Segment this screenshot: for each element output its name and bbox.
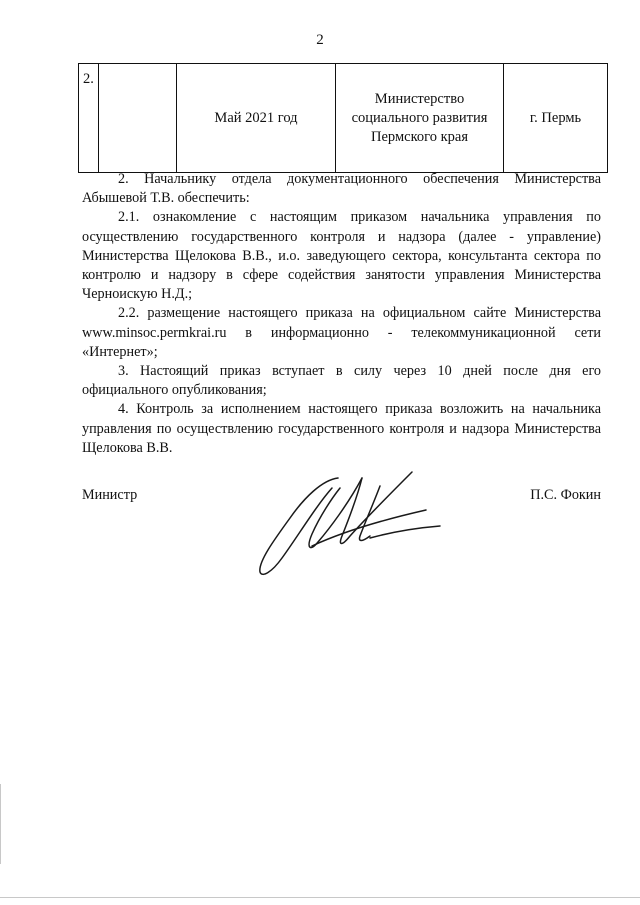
empty-cell <box>99 64 177 173</box>
paragraph-2-2: 2.2. размещение настоящего приказа на официальном сайте Министерства www.minsoc.permkrai.ru в информационно - телекоммуникационной сети «Интернет»; <box>82 305 601 360</box>
paragraph-3: 3. Настоящий приказ вступает в силу через 10 дней после дня его официального опубликования; <box>82 363 601 399</box>
page-number: 2 <box>316 32 324 48</box>
paragraph-2: 2. Начальнику отдела документационного обеспечения Министерства Абышевой Т.В. обеспечить: <box>82 171 601 207</box>
signatory-name: П.С. Фокин <box>530 487 601 503</box>
margin-mark <box>0 784 1 864</box>
handwritten-signature <box>250 458 450 583</box>
order-body <box>82 170 601 458</box>
paragraph-4: 4. Контроль за исполнением настоящего приказа возложить на начальника управления по осуществлению государственного контроля и надзора Министерства Щелокова В.В. <box>82 401 601 456</box>
margin-mark <box>0 897 640 898</box>
schedule-table <box>78 63 608 173</box>
table-row <box>79 64 608 173</box>
paragraph-2-1: 2.1. ознакомление с настоящим приказом начальника управления по осуществлению государственного контроля и надзора (далее - управление) Министерства Щелокова В.В., и.о. заведующего сектора, консультанта сектора по контролю и надзору в сфере содействия занятости управления Министерства Черноискую Н.Д.; <box>82 209 601 303</box>
date-cell: Май 2021 год <box>177 64 336 173</box>
place-cell: г. Пермь <box>504 64 608 173</box>
row-number-cell: 2. <box>79 64 99 173</box>
organization-cell: Министерство социального развития Пермского края <box>336 64 504 173</box>
signatory-title: Министр <box>82 487 138 503</box>
